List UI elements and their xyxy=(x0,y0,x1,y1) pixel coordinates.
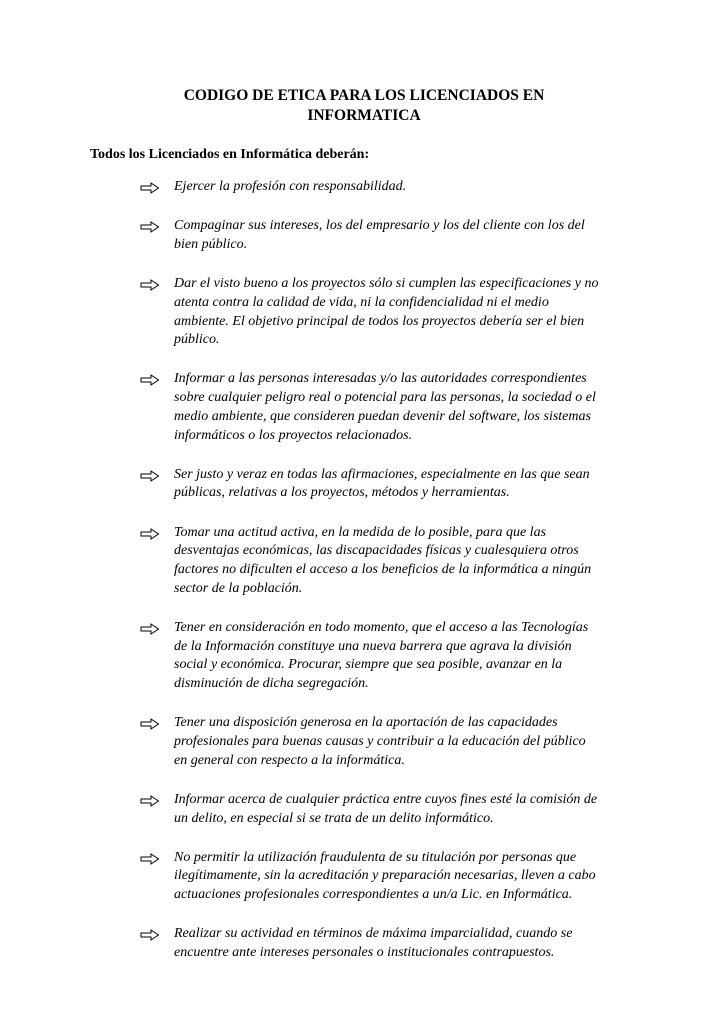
right-arrow-outline-icon xyxy=(140,528,160,540)
list-item-line: Ejercer la profesión con responsabilidad. xyxy=(174,179,407,194)
list-item xyxy=(138,217,638,254)
list-item-line: social y económica. Procurar, siempre que sea posible, avanzar en la xyxy=(174,657,563,673)
list-item xyxy=(138,524,638,599)
list-item-line: público. xyxy=(174,332,220,348)
list-item xyxy=(138,849,638,905)
list-item-line: Realizar su actividad en términos de máxima imparcialidad, cuando se xyxy=(174,926,573,942)
right-arrow-outline-icon xyxy=(140,623,160,635)
right-arrow-outline-icon xyxy=(140,718,160,730)
right-arrow-outline-icon xyxy=(140,279,160,291)
list-item-line: sector de la población. xyxy=(174,580,303,596)
list-item-line: factores no dificulten el acceso a los beneficios de la informática a ningún xyxy=(174,562,592,578)
list-item-line: Tomar una actitud activa, en la medida de lo posible, para que las xyxy=(174,524,547,540)
document-title xyxy=(90,86,638,126)
list-item-line: ambiente. El objetivo principal de todos los proyectos debería ser el bien xyxy=(174,313,585,329)
list-item-line: Dar el visto bueno a los proyectos sólo si cumplen las especificaciones y no xyxy=(174,276,599,292)
title-line-2: INFORMATICA xyxy=(307,107,421,124)
list-item xyxy=(138,791,638,828)
intro-text: Todos los Licenciados en Informática deberán: xyxy=(90,147,370,162)
list-item-line: atenta contra la calidad de vida, ni la confidencialidad ni el medio xyxy=(174,294,549,310)
list-item-line: Informar a las personas interesadas y/o las autoridades correspondientes xyxy=(174,371,587,387)
list-item-line: medio ambiente, que consideren puedan devenir del software, los sistemas xyxy=(174,408,591,424)
list-item-line: Tener una disposición generosa en la aportación de las capacidades xyxy=(174,715,558,731)
list-item-line: ilegítimamente, sin la acreditación y preparación necesarias, lleven a cabo xyxy=(174,868,596,884)
list-item-line: Compaginar sus intereses, los del empresario y los del cliente con los del xyxy=(174,218,585,234)
right-arrow-outline-icon xyxy=(140,795,160,807)
list-item-line: encuentre ante intereses personales o institucionales contrapuestos. xyxy=(174,945,555,961)
title-line-1: CODIGO DE ETICA PARA LOS LICENCIADOS EN xyxy=(183,87,545,104)
list-item xyxy=(138,714,638,770)
right-arrow-outline-icon xyxy=(140,853,160,865)
list-item-line: Tener en consideración en todo momento, que el acceso a las Tecnologías xyxy=(174,619,589,635)
list-item xyxy=(138,370,638,445)
list-item-line: un delito, en especial si se trata de un delito informático. xyxy=(174,810,494,826)
list-item-line: en general con respecto a la informática. xyxy=(174,752,405,768)
ethics-list xyxy=(138,178,638,983)
right-arrow-outline-icon xyxy=(140,929,160,941)
list-item xyxy=(138,178,638,197)
list-item-line: profesionales para buenas causas y contribuir a la educación del público xyxy=(174,733,586,749)
list-item xyxy=(138,925,638,962)
list-item xyxy=(138,619,638,694)
list-item-line: actuaciones profesionales correspondientes a un/a Lic. en Informática. xyxy=(174,887,573,903)
list-item-line: públicas, relativas a los proyectos, métodos y herramientas. xyxy=(174,485,510,501)
list-item xyxy=(138,275,638,350)
right-arrow-outline-icon xyxy=(140,221,160,233)
list-item-line: disminución de dicha segregación. xyxy=(174,676,369,692)
right-arrow-outline-icon xyxy=(140,374,160,386)
list-item-line: desventajas económicas, las discapacidades físicas y cualesquiera otros xyxy=(174,543,579,559)
right-arrow-outline-icon xyxy=(140,182,160,194)
list-item-line: Ser justo y veraz en todas las afirmaciones, especialmente en las que sean xyxy=(174,466,590,482)
list-item-line: Informar acerca de cualquier práctica entre cuyos fines esté la comisión de xyxy=(174,791,598,807)
list-item-line: No permitir la utilización fraudulenta de su titulación por personas que xyxy=(174,849,577,865)
list-item-line: bien público. xyxy=(174,236,248,252)
list-item-line: sobre cualquier peligro real o potencial para las personas, la sociedad o el xyxy=(174,390,596,406)
list-item xyxy=(138,466,638,503)
list-item-line: informáticos o los proyectos relacionados. xyxy=(174,427,413,443)
right-arrow-outline-icon xyxy=(140,470,160,482)
list-item-line: de la Información constituye una nueva barrera que agrava la división xyxy=(174,638,572,654)
